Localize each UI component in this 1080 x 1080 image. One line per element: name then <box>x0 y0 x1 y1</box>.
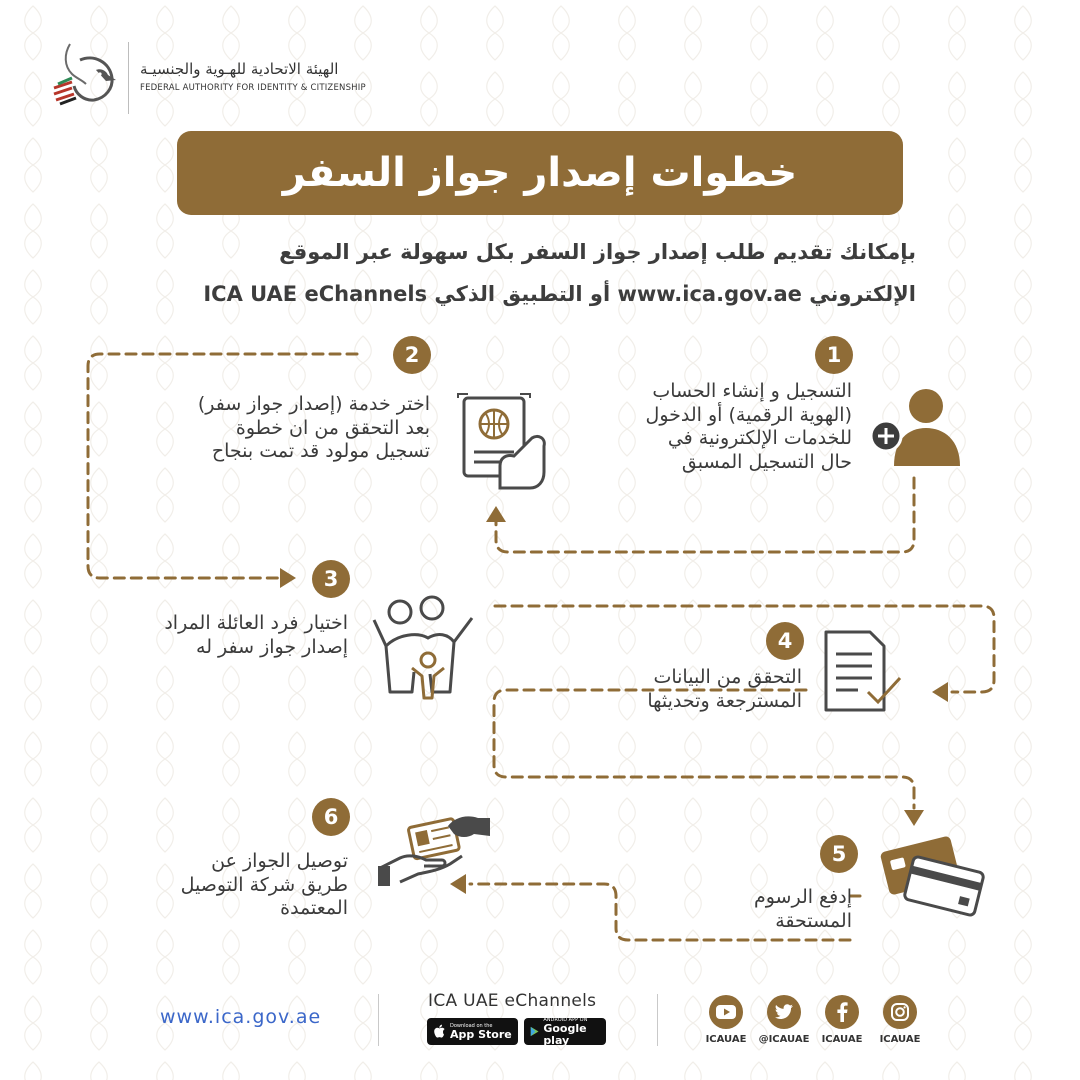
step-1-text: التسجيل و إنشاء الحساب (الهوية الرقمية) أو الدخول للخدمات الإلكترونية في حال التسجيل المسبق <box>645 380 852 473</box>
arrowhead-2 <box>280 568 296 588</box>
twitter-handle: @ICAUAE <box>758 1034 810 1045</box>
step-3-text: اختيار فرد العائلة المراد إصدار جواز سفر له <box>164 612 348 658</box>
payment-cards-icon <box>878 830 986 918</box>
google-play-small: ANDROID APP ON <box>543 1016 588 1023</box>
arrowhead-1 <box>486 506 506 522</box>
google-play-badge[interactable] <box>524 1018 606 1045</box>
step-4-text: التحقق من البيانات المسترجعة وتحديثها <box>647 666 802 712</box>
step-5-text: إدفع الرسوم المستحقة <box>753 886 852 932</box>
youtube-icon[interactable] <box>709 995 743 1029</box>
page-title: خطوات إصدار جواز السفر <box>282 150 798 196</box>
arrowhead-3 <box>932 682 948 702</box>
step-1-number: 1 <box>815 336 853 374</box>
document-check-icon <box>822 628 904 714</box>
intro-line-1: بإمكانك تقديم طلب إصدار جواز السفر بكل سهولة عبر الموقع <box>279 240 916 264</box>
website-link[interactable]: www.ica.gov.ae <box>160 1006 322 1028</box>
passport-delivery-icon <box>378 808 492 888</box>
twitter-icon[interactable] <box>767 995 801 1029</box>
play-icon <box>530 1025 539 1038</box>
arrowhead-4 <box>904 810 924 826</box>
add-user-icon <box>868 384 964 468</box>
passport-hand-icon <box>456 392 560 492</box>
facebook-handle: ICAUAE <box>821 1034 863 1045</box>
step-3-number: 3 <box>312 560 350 598</box>
step-4-number: 4 <box>766 622 804 660</box>
google-play-large: Google play <box>543 1021 587 1047</box>
youtube-handle: ICAUAE <box>705 1034 747 1045</box>
intro-line-2: الإلكتروني www.ica.gov.ae أو التطبيق الذكي ICA UAE eChannels <box>203 282 916 306</box>
facebook-icon[interactable] <box>825 995 859 1029</box>
instagram-icon[interactable] <box>883 995 917 1029</box>
apple-icon <box>433 1024 446 1039</box>
org-name-ar: الهيئة الاتحادية للهـوية والجنسيـة <box>140 60 339 78</box>
org-name-en: FEDERAL AUTHORITY FOR IDENTITY & CITIZENSHIP <box>140 83 366 93</box>
footer-divider-2 <box>657 994 658 1046</box>
app-name: ICA UAE eChannels <box>428 991 597 1011</box>
app-store-badge[interactable] <box>427 1018 518 1045</box>
footer-divider-1 <box>378 994 379 1046</box>
instagram-handle: ICAUAE <box>879 1034 921 1045</box>
step-5-number: 5 <box>820 835 858 873</box>
step-2-text: اختر خدمة (إصدار جواز سفر) بعد التحقق من ان خطوة تسجيل مولود قد تمت بنجاح <box>197 393 430 462</box>
step-6-text: توصيل الجواز عن طريق شركة التوصيل المعتمدة <box>180 850 348 919</box>
family-icon <box>368 594 478 702</box>
step-6-number: 6 <box>312 798 350 836</box>
app-store-small: Download on the <box>450 1022 493 1029</box>
step-2-number: 2 <box>393 336 431 374</box>
app-store-large: App Store <box>450 1027 512 1041</box>
